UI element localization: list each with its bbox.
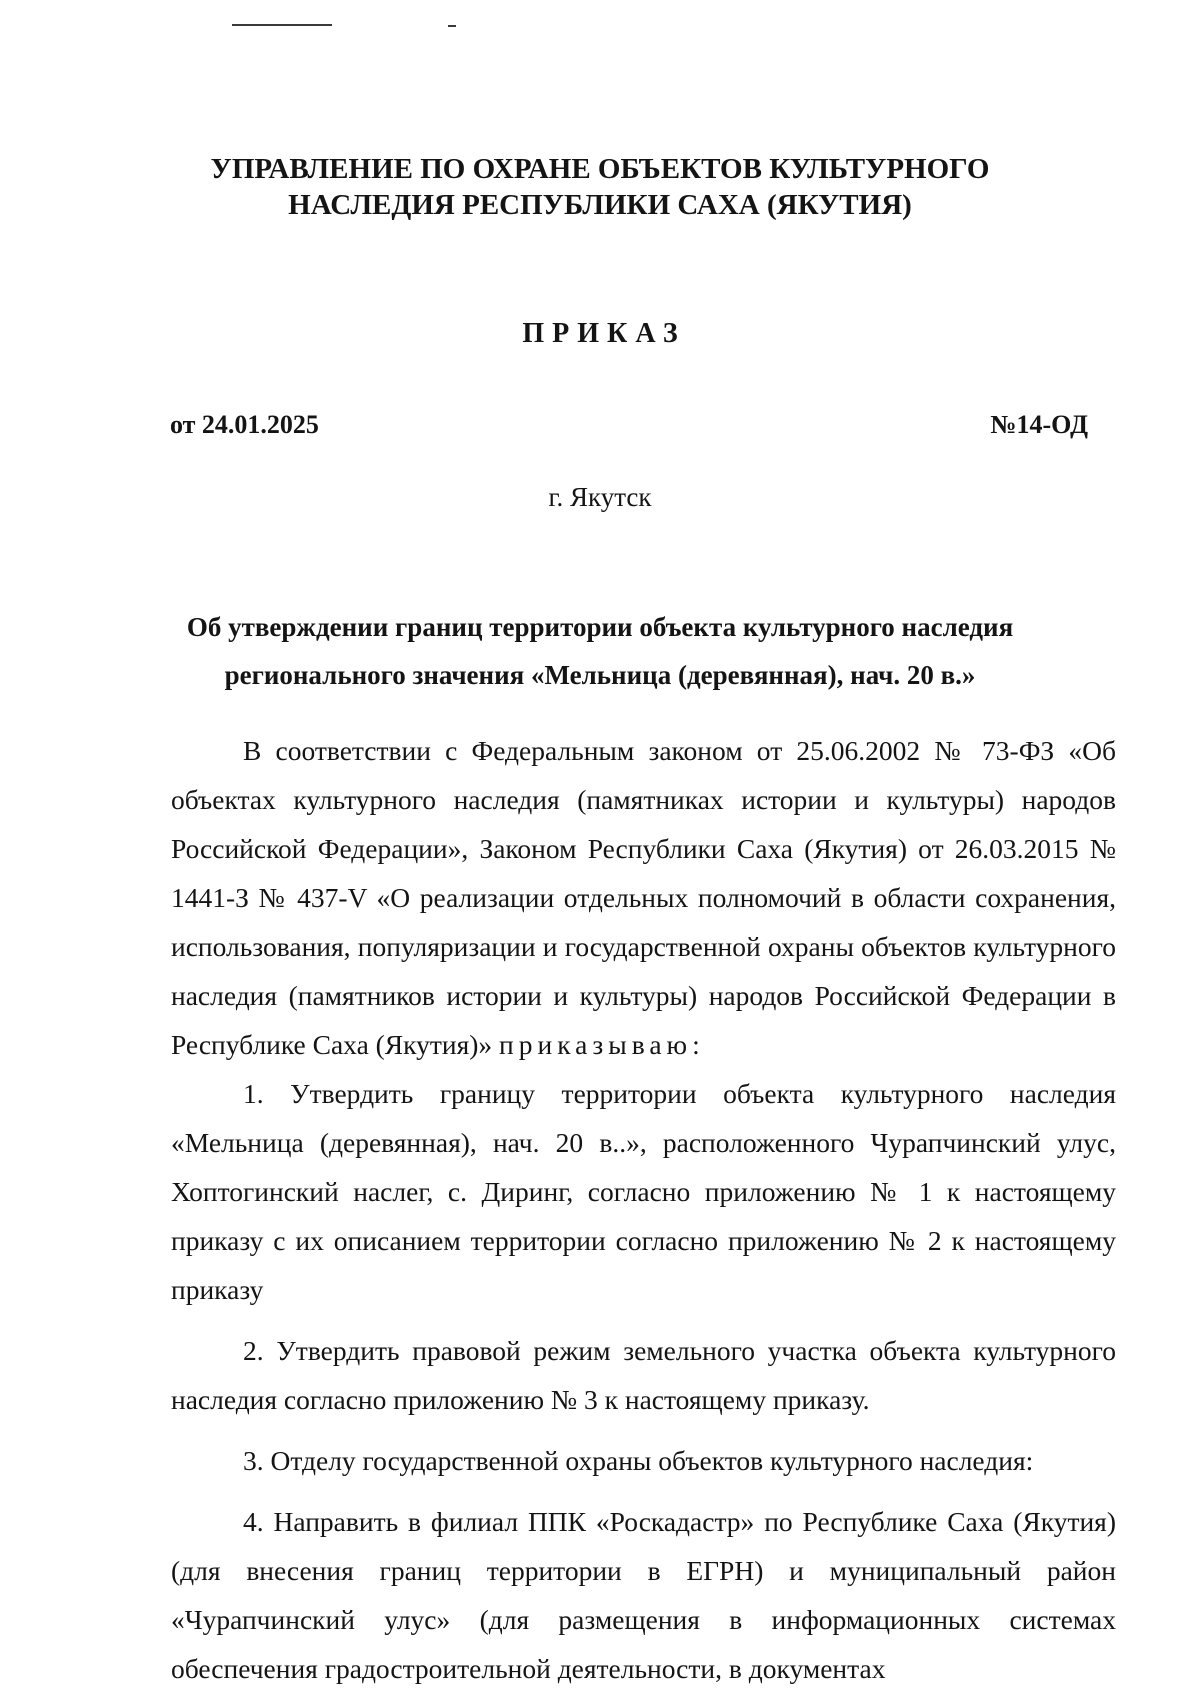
subject-line-1: Об утверждении границ территории объекта культурного наследия bbox=[186, 612, 1014, 642]
order-word: приказываю: bbox=[499, 1029, 705, 1060]
org-line-2: НАСЛЕДИЯ РЕСПУБЛИКИ САХА (ЯКУТИЯ) bbox=[288, 189, 912, 221]
order-item-3: 3. Отделу государственной охраны объектов культурного наследия: bbox=[243, 1445, 1034, 1476]
org-line-1: УПРАВЛЕНИЕ ПО ОХРАНЕ ОБЪЕКТОВ КУЛЬТУРНОГО bbox=[210, 153, 990, 185]
preamble-text: В соответствии с Федеральным законом от 25.06.2002 № 73-ФЗ «Об объектах культурного наследия (памятниках истории и культуры) народов Российской Федерации», Законом Республики Саха (Якутия) от 26.03.2015 № 1441-З № 437-V «О реализации отдельных полномочий в области сохранения, использования, популяризации и государственной охраны объектов культурного наследия (памятников истории и культуры) народов Российской Федерации в Республике Саха (Якутия)» bbox=[171, 735, 1116, 1060]
order-body bbox=[171, 726, 1116, 1693]
issue-city: г. Якутск bbox=[548, 482, 652, 512]
organization-header bbox=[0, 151, 1200, 223]
subject-line-2: регионального значения «Мельница (деревянная), нач. 20 в.» bbox=[224, 660, 976, 690]
document-title: ПРИКАЗ bbox=[522, 318, 686, 349]
order-item-2: 2. Утвердить правовой режим земельного участка объекта культурного наследия согласно приложению № 3 к настоящему приказу. bbox=[171, 1335, 1116, 1415]
order-date: от 24.01.2025 bbox=[170, 410, 319, 439]
preamble-paragraph bbox=[171, 726, 1116, 1069]
scan-artifact-line bbox=[232, 24, 332, 26]
order-item-1: 1. Утвердить границу территории объекта культурного наследия «Мельница (деревянная), нач. 20 в..», расположенного Чурапчинский улус, Хоптогинский наслег, с. Диринг, согласно приложению № 1 к настоящему приказу с их описанием территории согласно приложению № 2 к настоящему приказу bbox=[171, 1078, 1116, 1305]
order-item-4: 4. Направить в филиал ППК «Роскадастр» по Республике Саха (Якутия) (для внесения границ территории в ЕГРН) и муниципальный район «Чурапчинский улус» (для размещения в информационных системах обеспечения градостроительной деятельности, в документах bbox=[171, 1506, 1116, 1684]
order-number: №14-ОД bbox=[990, 410, 1088, 439]
order-subject bbox=[0, 603, 1200, 699]
scan-artifact-dash bbox=[448, 25, 456, 27]
